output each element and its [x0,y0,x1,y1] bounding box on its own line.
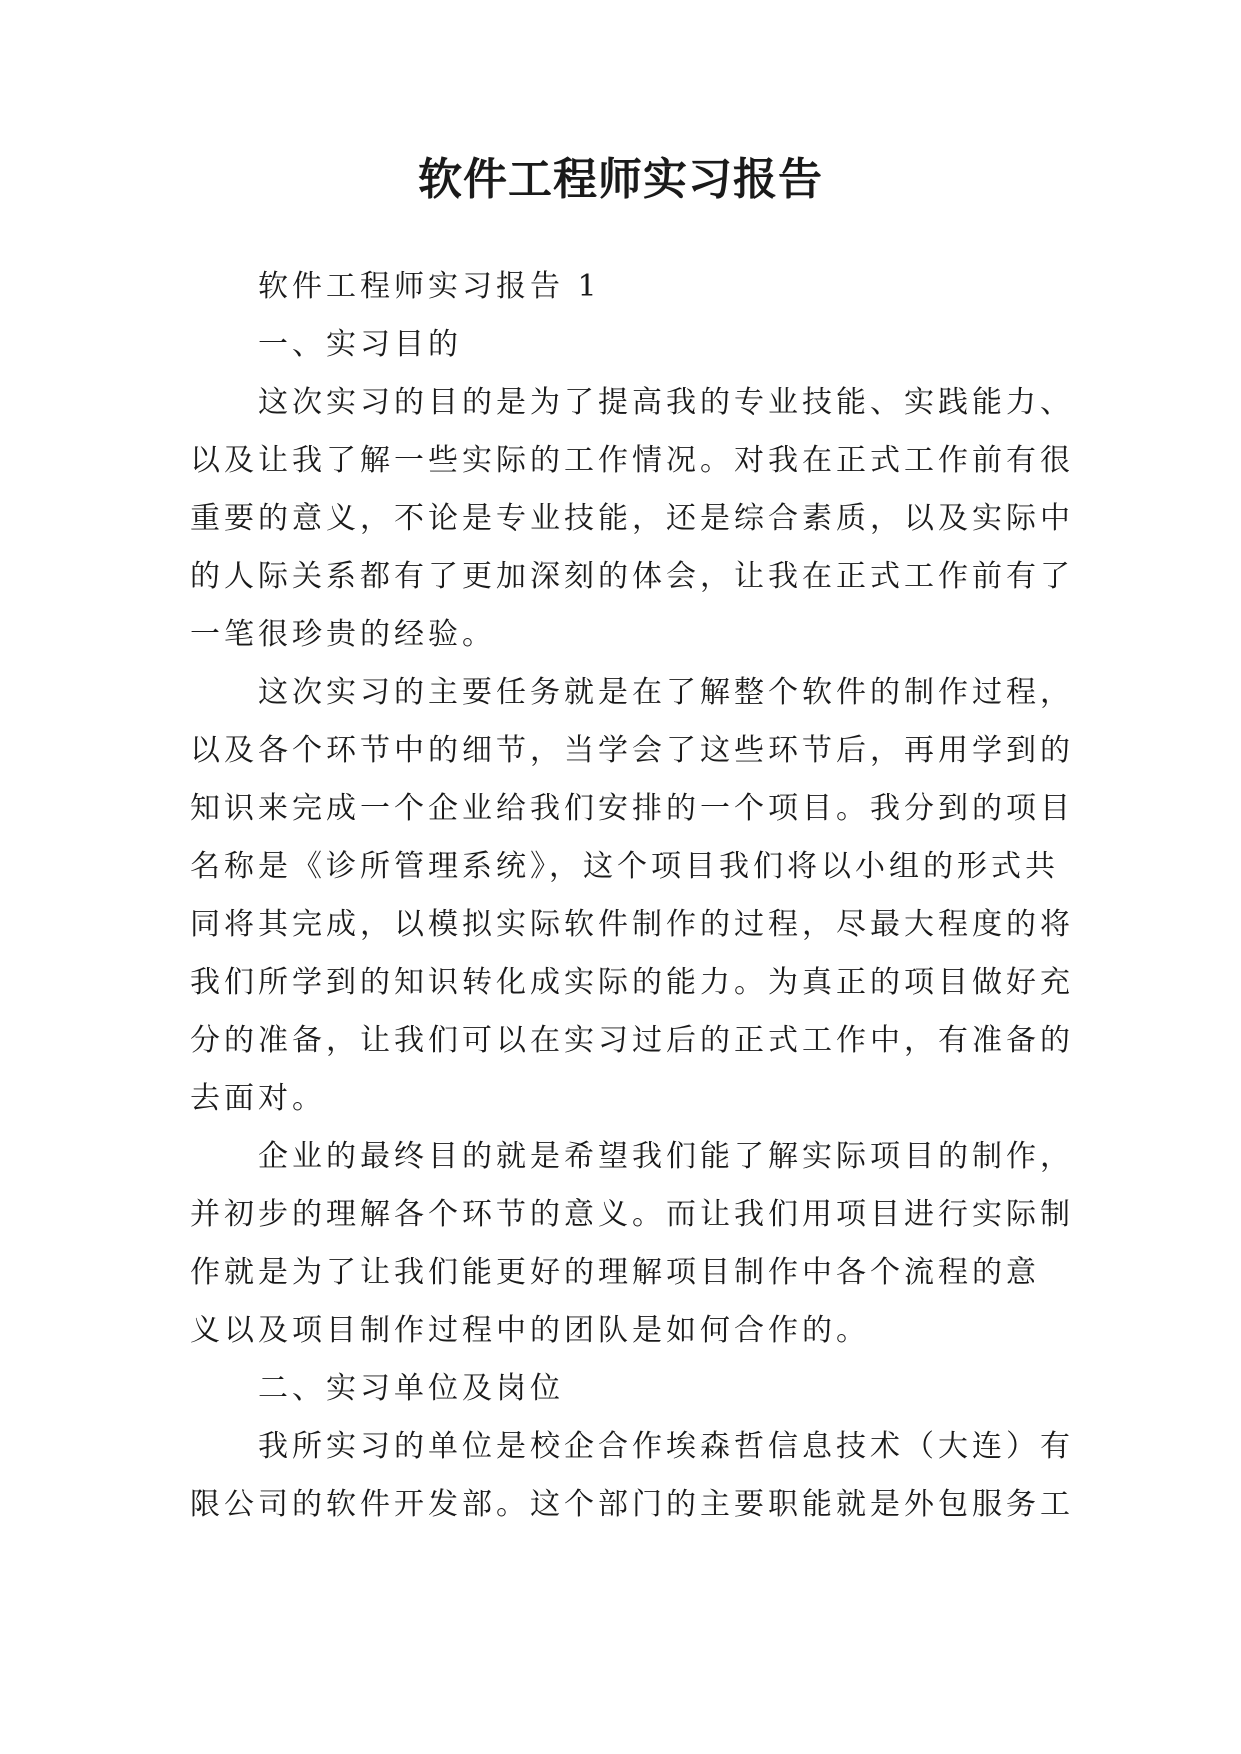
text-line: 软件工程师实习报告 1 [258,269,601,304]
text-line: 义以及项目制作过程中的团队是如何合作的。 [190,1313,870,1348]
text-line: 企业的最终目的就是希望我们能了解实际项目的制作， [258,1139,1074,1174]
document-title: 软件工程师实习报告 [418,154,823,205]
text-line: 限公司的软件开发部。这个部门的主要职能就是外包服务工 [190,1487,1074,1522]
text-line: 以及各个环节中的细节，当学会了这些环节后，再用学到的 [190,733,1074,768]
text-line: 作就是为了让我们能更好的理解项目制作中各个流程的意 [190,1255,1040,1290]
text-line: 同将其完成，以模拟实际软件制作的过程，尽最大程度的将 [190,907,1074,942]
text-line: 这次实习的主要任务就是在了解整个软件的制作过程， [258,675,1074,710]
text-line: 我们所学到的知识转化成实际的能力。为真正的项目做好充 [190,965,1074,1000]
text-line: 二、实习单位及岗位 [258,1371,564,1406]
text-line: 一笔很珍贵的经验。 [190,617,496,652]
text-line: 并初步的理解各个环节的意义。而让我们用项目进行实际制 [190,1197,1074,1232]
text-line: 我所实习的单位是校企合作埃森哲信息技术（大连）有 [258,1429,1074,1464]
text-line: 分的准备，让我们可以在实习过后的正式工作中，有准备的 [190,1023,1074,1058]
text-line: 这次实习的目的是为了提高我的专业技能、实践能力、 [258,385,1074,420]
text-line: 去面对。 [190,1081,326,1116]
text-line: 知识来完成一个企业给我们安排的一个项目。我分到的项目 [190,791,1074,826]
text-line: 的人际关系都有了更加深刻的体会，让我在正式工作前有了 [190,559,1074,594]
text-line: 名称是《诊所管理系统》，这个项目我们将以小组的形式共 [190,849,1059,884]
text-line: 重要的意义，不论是专业技能，还是综合素质，以及实际中 [190,501,1074,536]
document-body [190,258,1074,1534]
text-line: 一、实习目的 [258,327,462,362]
text-line: 以及让我了解一些实际的工作情况。对我在正式工作前有很 [190,443,1074,478]
